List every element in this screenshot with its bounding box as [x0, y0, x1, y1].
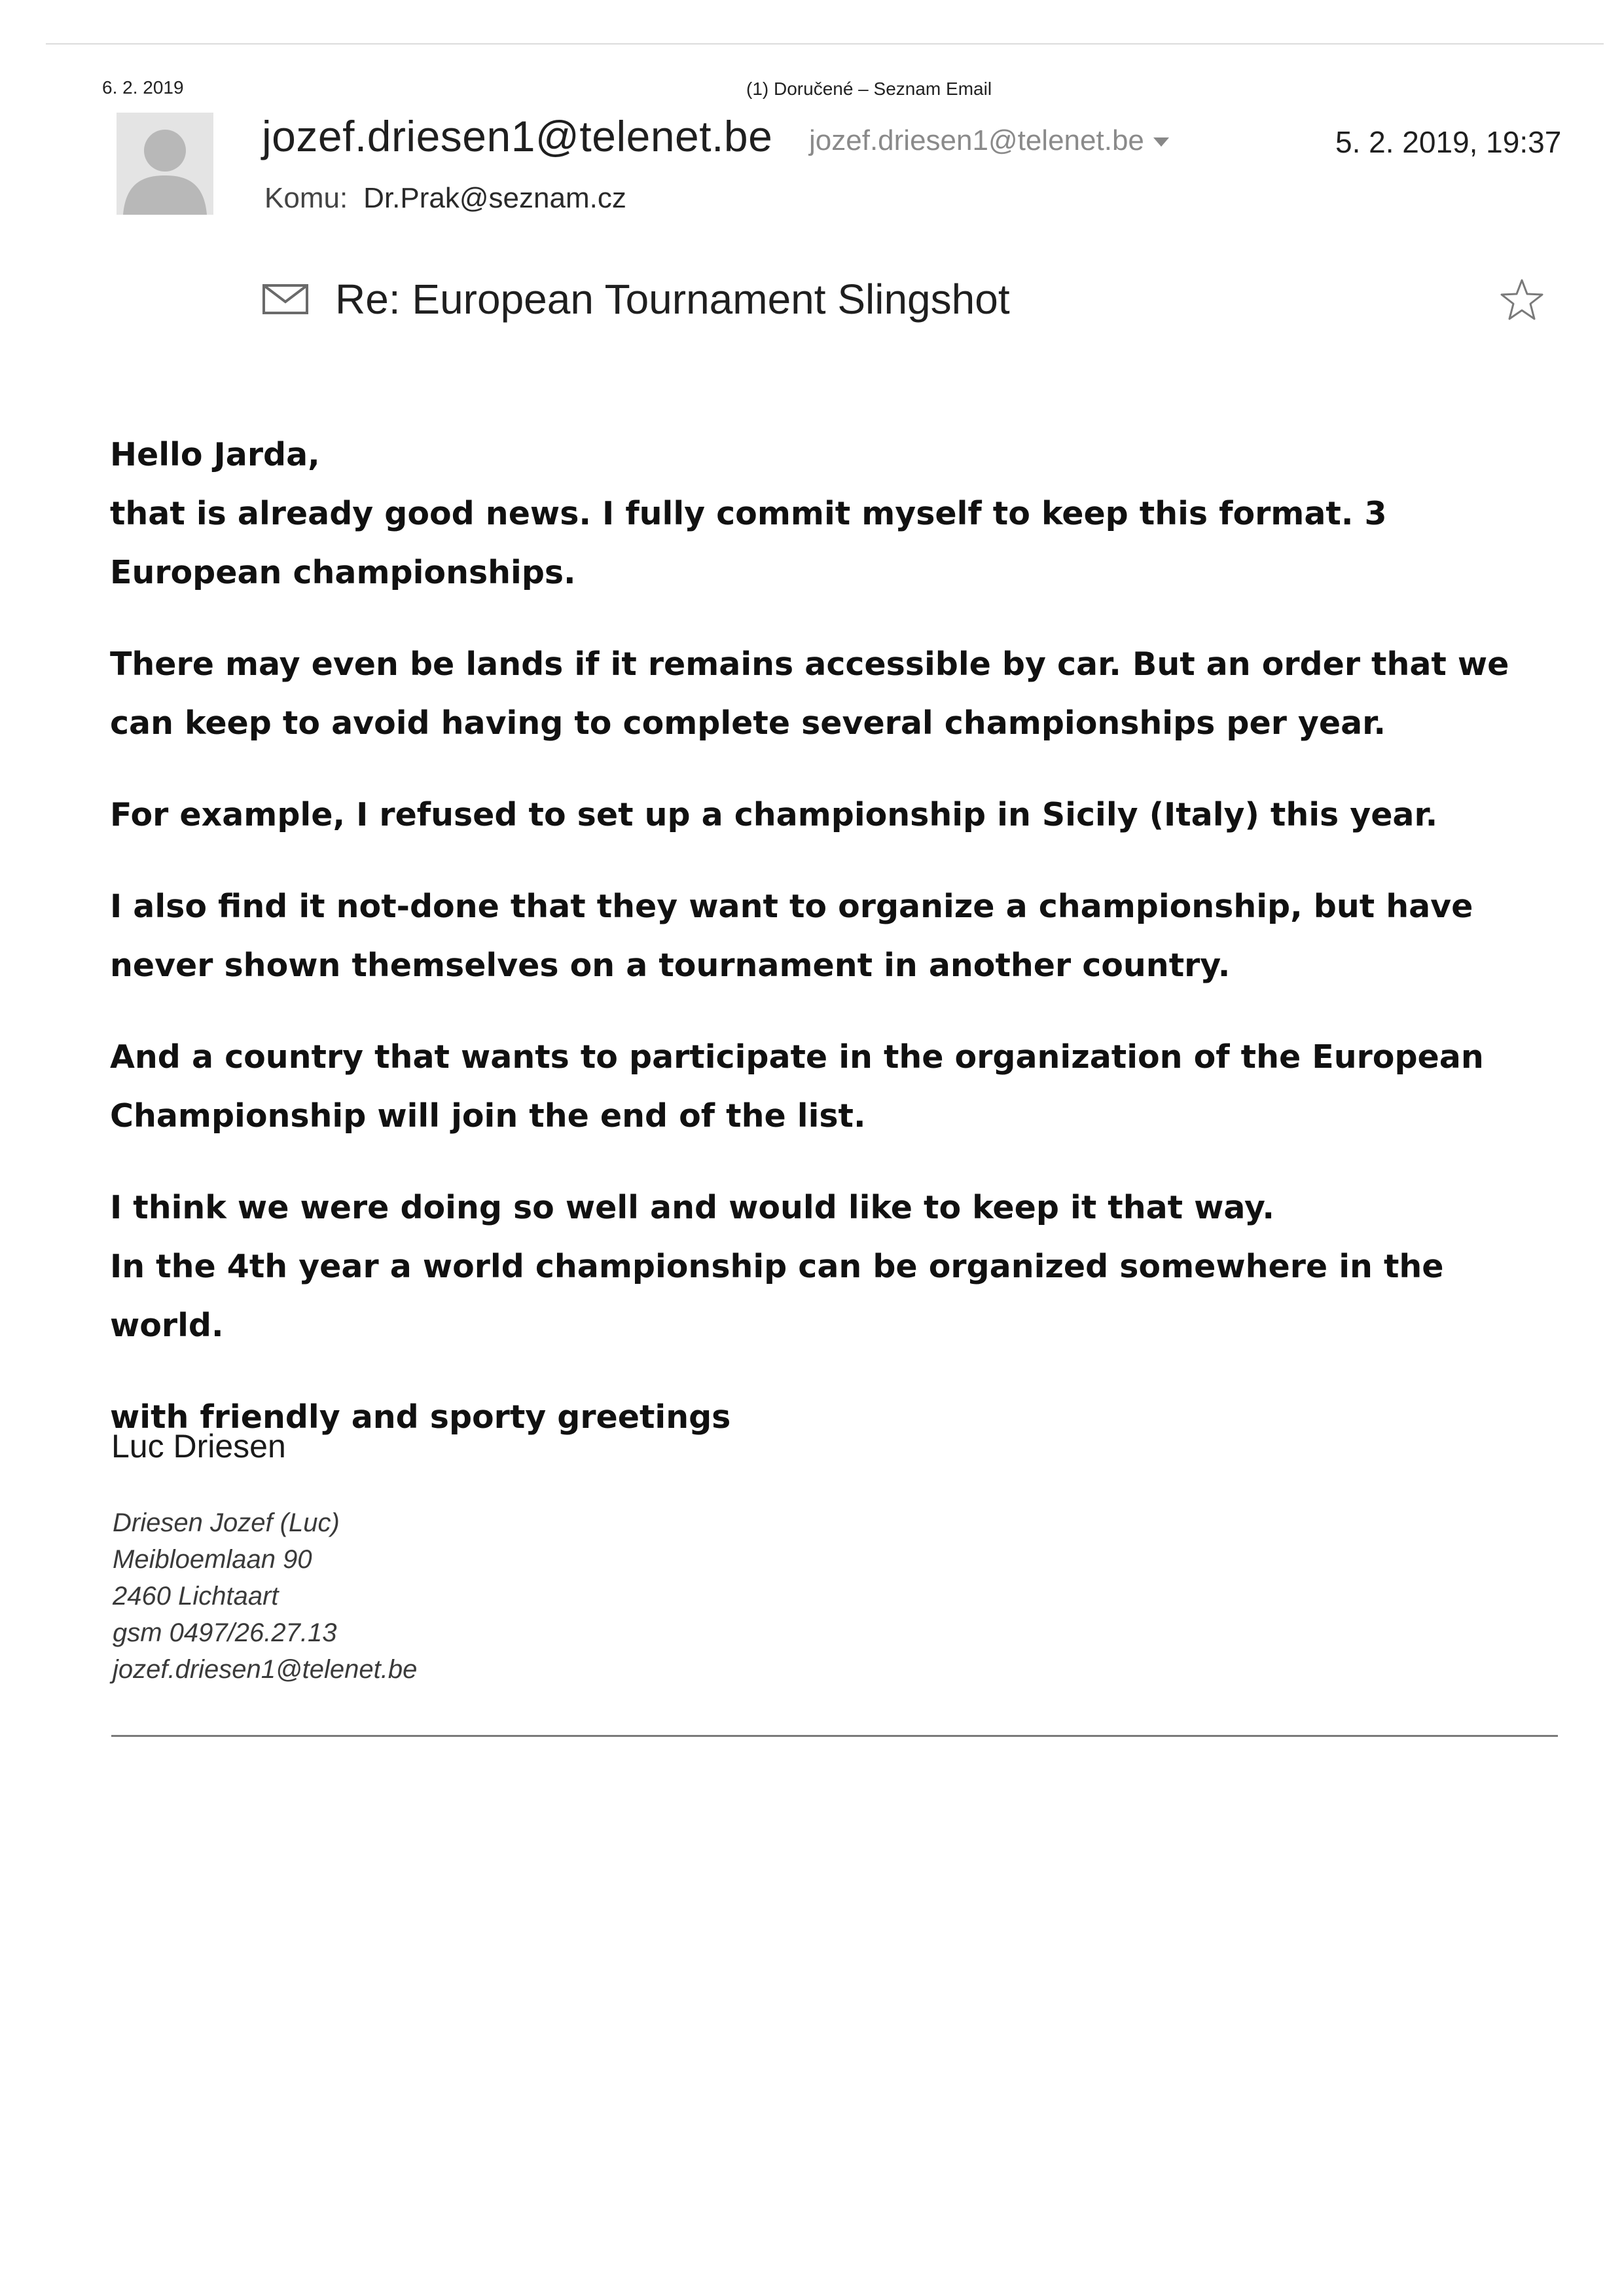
print-date: 6. 2. 2019 — [102, 77, 184, 98]
sender-address[interactable] — [809, 124, 1169, 157]
star-outline-icon[interactable] — [1499, 278, 1545, 325]
print-page-title: (1) Doručené – Seznam Email — [746, 79, 992, 99]
body-paragraph-6a: I think we were doing so well and would like to keep it that way. — [110, 1189, 1275, 1226]
signature-email-link[interactable]: jozef.driesen1@telenet.be — [113, 1655, 418, 1684]
caret-down-icon[interactable] — [1153, 137, 1169, 147]
body-closing: with friendly and sporty greetings — [110, 1398, 731, 1436]
body-paragraph-4: I also find it not-done that they want to organize a championship, but have never shown themselves on a tournament in another country. — [110, 888, 1473, 984]
signature-line: Driesen Jozef (Luc) — [113, 1508, 340, 1537]
signature-line: gsm 0497/26.27.13 — [113, 1618, 337, 1647]
body-paragraph-3: For example, I refused to set up a championship in Sicily (Italy) this year. — [110, 796, 1438, 833]
recipient-row — [264, 182, 626, 215]
recipient-address[interactable]: Dr.Prak@seznam.cz — [363, 182, 626, 214]
bottom-divider — [111, 1735, 1558, 1737]
signature-line: Meibloemlaan 90 — [113, 1545, 312, 1574]
person-silhouette-icon — [117, 113, 213, 215]
email-subject: Re: European Tournament Slingshot — [335, 276, 1010, 323]
sender-name[interactable]: jozef.driesen1@telenet.be — [262, 112, 773, 160]
sent-datetime: 5. 2. 2019, 19:37 — [1335, 125, 1562, 159]
body-paragraph-2: There may even be lands if it remains accessible by car. But an order that we can keep to avoid having to complete several championships per year. — [110, 646, 1509, 742]
body-paragraph-1: that is already good news. I fully commit myself to keep this format. 3 European championships. — [110, 495, 1387, 591]
subject-row — [262, 275, 1010, 323]
body-greeting: Hello Jarda, — [110, 436, 320, 473]
body-paragraph-5: And a country that wants to participate in the organization of the European Championship will join the end of the list. — [110, 1038, 1484, 1135]
email-body — [110, 426, 1511, 1480]
signature-address-block — [113, 1504, 417, 1688]
body-paragraph-6b: In the 4th year a world championship can be organized somewhere in the world. — [110, 1248, 1444, 1344]
signature-line: 2460 Lichtaart — [113, 1582, 279, 1611]
signature-name: Luc Driesen — [111, 1428, 286, 1465]
sender-address-text: jozef.driesen1@telenet.be — [809, 124, 1144, 156]
to-label: Komu: — [264, 182, 348, 214]
top-divider — [46, 43, 1604, 45]
envelope-icon — [262, 283, 309, 315]
